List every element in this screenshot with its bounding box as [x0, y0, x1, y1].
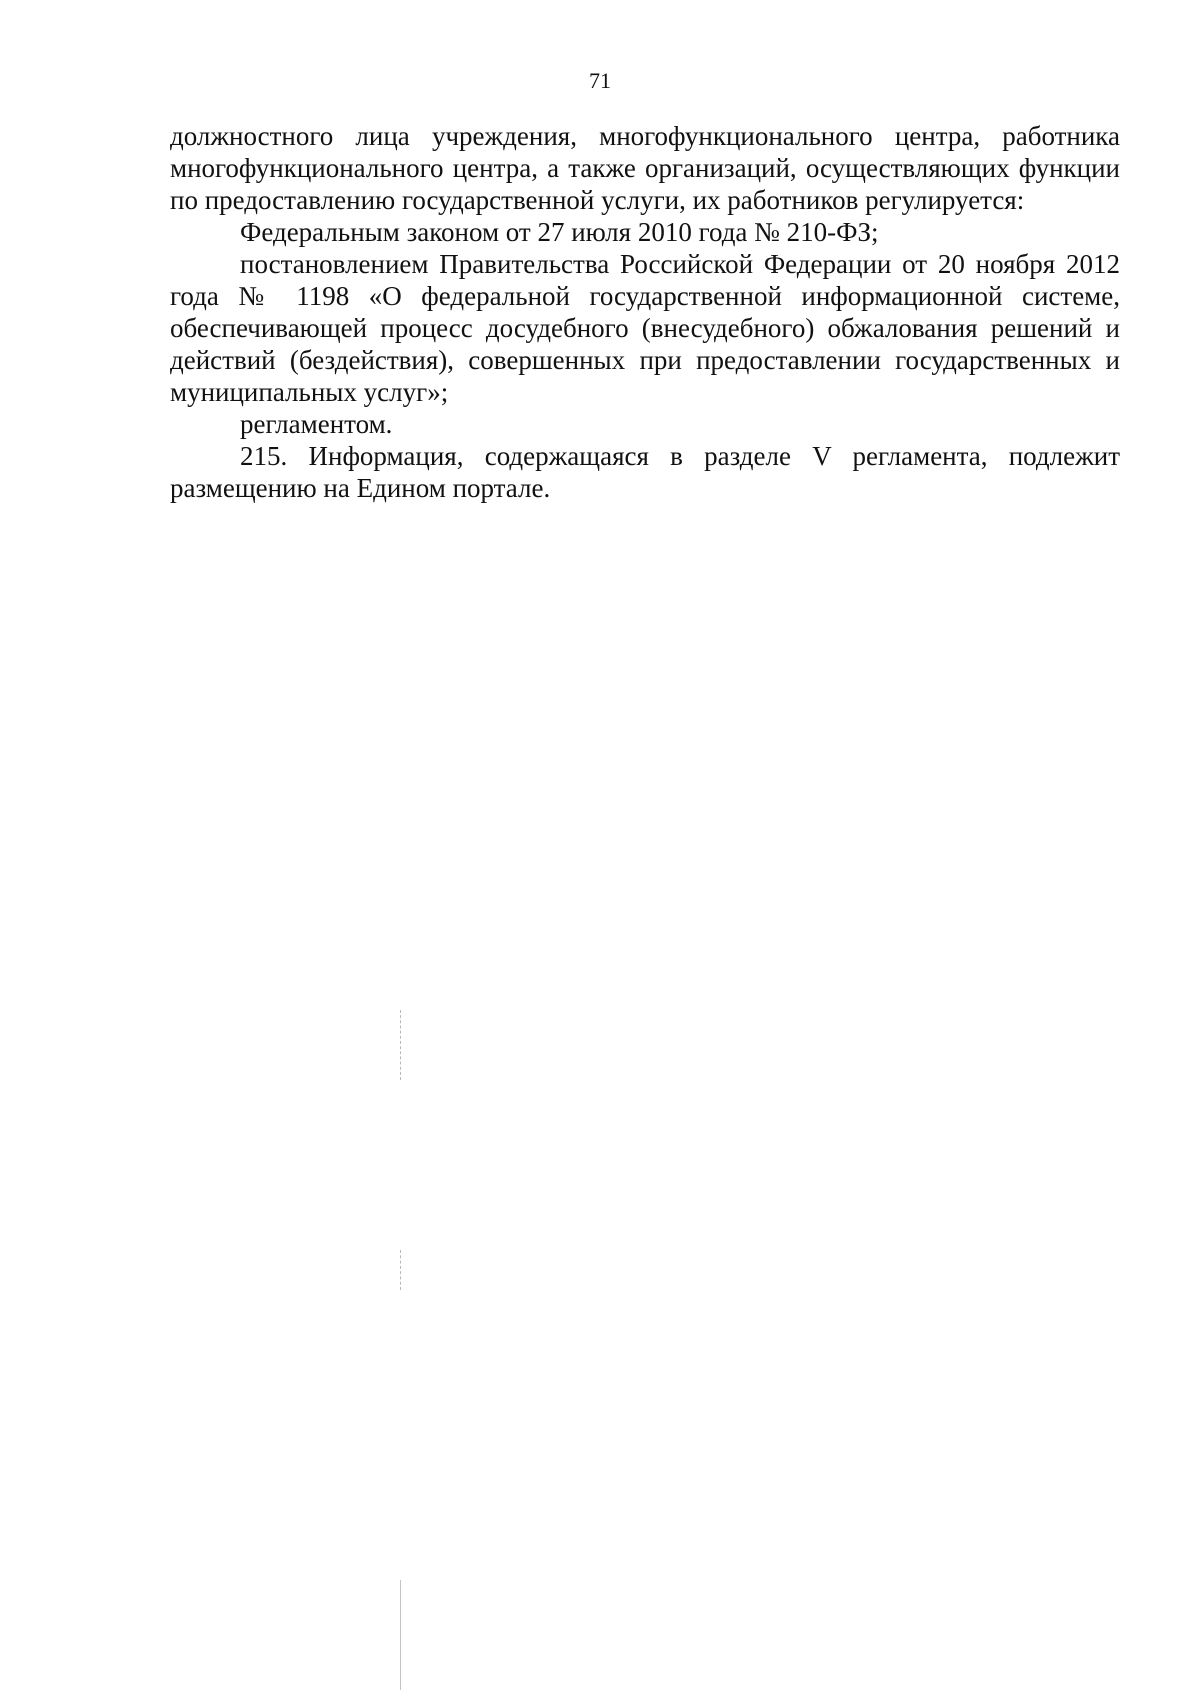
scan-artifact-line [400, 1010, 401, 1080]
paragraph-215-information: 215. Информация, содержащаяся в разделе V регламента, подлежит размещению на Едином портале. [170, 441, 1120, 503]
paragraph-government-resolution: постановлением Правительства Российской Федерации от 20 ноября 2012 года № 1198 «О федеральной государственной информационной системе, обеспечивающей процесс досудебного (внесудебного) обжалования решений и действий (бездействия), совершенных при предоставлении государственных и муниципальных услуг»; [170, 249, 1120, 407]
paragraph-regulation-scope: должностного лица учреждения, многофункционального центра, работника многофункционального центра, а также организаций, осуществляющих функции по предоставлению государственной услуги, их работников регулируется: [170, 121, 1120, 215]
page-number: 71 [589, 68, 611, 93]
scan-artifact-line [400, 1580, 401, 1690]
paragraph-federal-law: Федеральным законом от 27 июля 2010 года № 210-ФЗ; [240, 217, 879, 247]
scan-artifact-line [400, 1250, 401, 1290]
paragraph-regulation: регламентом. [240, 409, 393, 439]
document-body [170, 120, 1120, 504]
